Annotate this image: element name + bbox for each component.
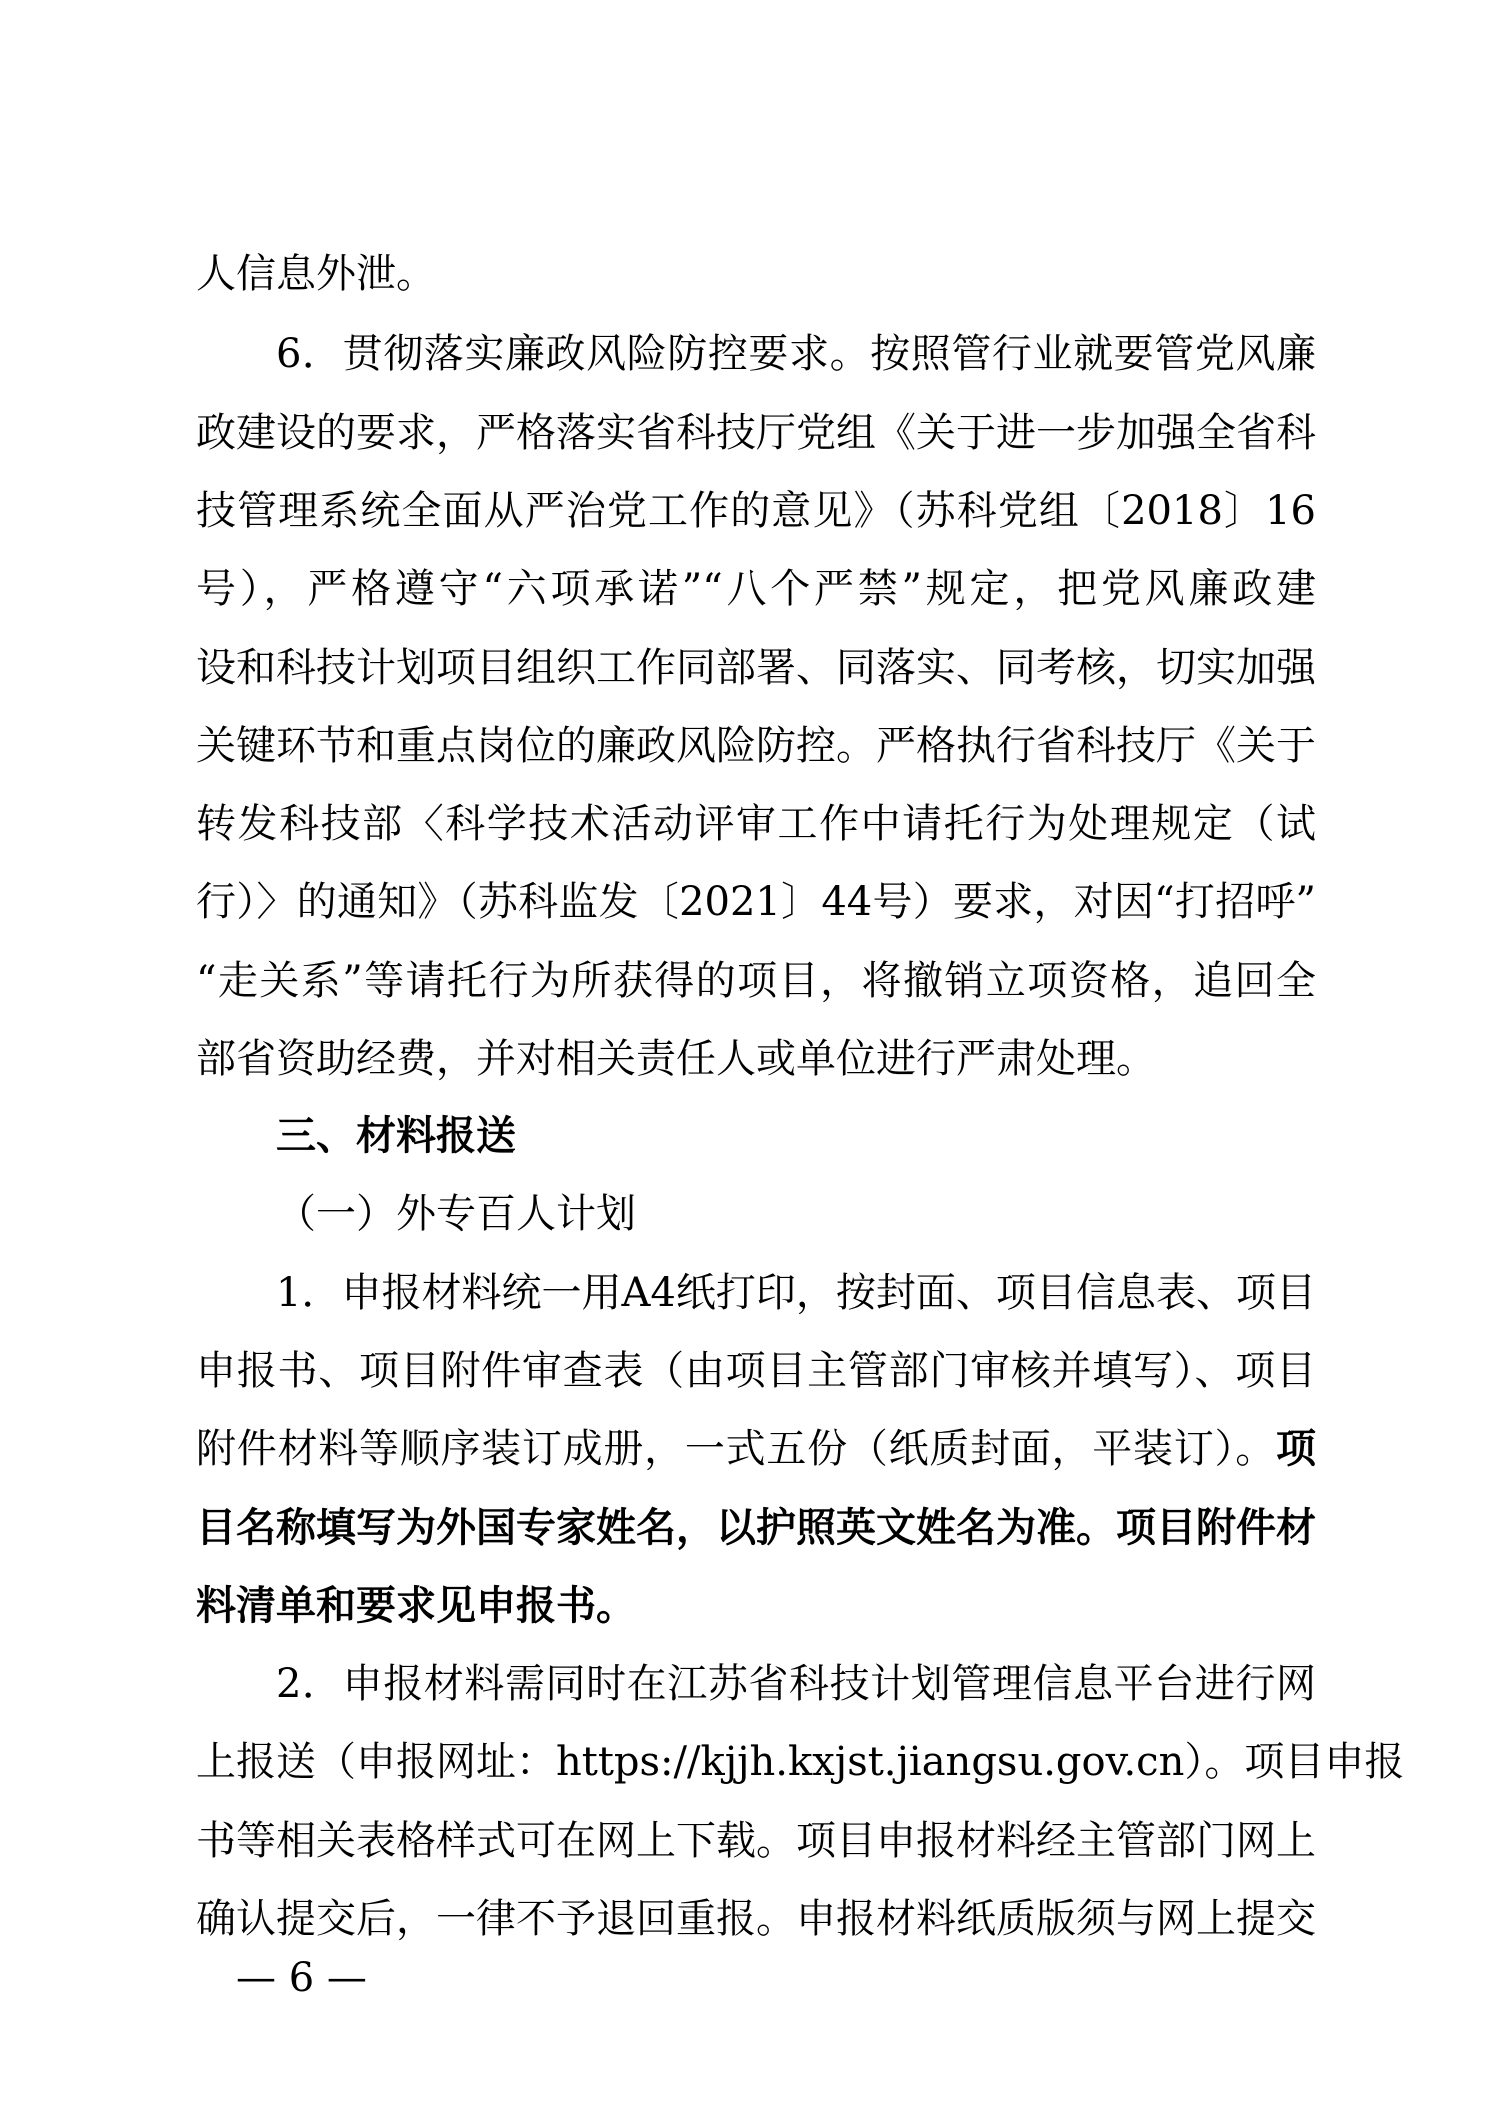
paragraph-line: 6．贯彻落实廉政风险防控要求。按照管行业就要管党风廉	[276, 331, 1316, 377]
paragraph-line: 转发科技部〈科学技术活动评审工作中请托行为处理规定（试	[196, 801, 1316, 847]
item1-line-regular: 附件材料等顺序装订成册，一式五份（纸质封面，平装订）。	[196, 1426, 1276, 1472]
item1-line-bold: 项	[1276, 1426, 1316, 1472]
paragraph-line: 技管理系统全面从严治党工作的意见》（苏科党组〔2018〕16	[196, 488, 1316, 534]
item2-line-suffix: ）。项目申报	[1184, 1739, 1405, 1785]
item1-bold-line: 目名称填写为外国专家姓名，以护照英文姓名为准。项目附件材	[196, 1505, 1316, 1551]
page-number: — 6 —	[236, 1955, 367, 2001]
paragraph-line: 设和科技计划项目组织工作同部署、同落实、同考核，切实加强	[196, 645, 1316, 691]
paragraph-line: “走关系”等请托行为所获得的项目，将撤销立项资格，追回全	[196, 958, 1316, 1004]
item2-line: 确认提交后，一律不予退回重报。申报材料纸质版须与网上提交	[196, 1896, 1316, 1942]
item1-line: 申报书、项目附件审查表（由项目主管部门审核并填写）、项目	[196, 1348, 1316, 1394]
subsection-heading: （一）外专百人计划	[276, 1191, 636, 1237]
section-heading: 三、材料报送	[276, 1113, 516, 1159]
submission-url-link[interactable]: https://kjjh.kxjst.jiangsu.gov.cn	[556, 1739, 1185, 1785]
paragraph-line: 关键环节和重点岗位的廉政风险防控。严格执行省科技厅《关于	[196, 723, 1316, 769]
item2-line: 书等相关表格样式可在网上下载。项目申报材料经主管部门网上	[196, 1818, 1316, 1864]
paragraph-line: 人信息外泄。	[196, 251, 436, 297]
item2-line-url	[196, 1732, 1405, 1792]
item1-line-mixed	[196, 1419, 1316, 1479]
item2-line-prefix: 上报送（申报网址：	[196, 1739, 556, 1785]
paragraph-line: 政建设的要求，严格落实省科技厅党组《关于进一步加强全省科	[196, 410, 1316, 456]
paragraph-line: 部省资助经费，并对相关责任人或单位进行严肃处理。	[196, 1036, 1156, 1082]
item2-line: 2．申报材料需同时在江苏省科技计划管理信息平台进行网	[276, 1661, 1316, 1707]
paragraph-line: 行）〉的通知》（苏科监发〔2021〕44号）要求，对因“打招呼”	[196, 879, 1316, 925]
item1-bold-line: 料清单和要求见申报书。	[196, 1583, 636, 1629]
paragraph-line: 号），严格遵守“六项承诺”“八个严禁”规定，把党风廉政建	[196, 566, 1316, 612]
item1-line: 1．申报材料统一用A4纸打印，按封面、项目信息表、项目	[276, 1270, 1316, 1316]
